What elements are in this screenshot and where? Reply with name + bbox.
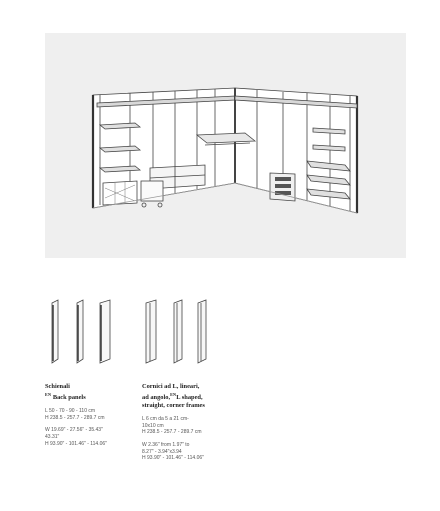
frames-dim-cm-1: L 6 cm da 5 a 21 cm- xyxy=(142,416,189,423)
frames-title-it-1: Cornici ad L, lineari, xyxy=(142,383,200,390)
back-panels-dim-cm-2: H 238.5 - 257.7 - 289.7 cm xyxy=(45,414,105,421)
frame-icon xyxy=(142,297,222,367)
frames-dim-in-1: W 2.36" from 1.97" to xyxy=(142,441,190,448)
hero-illustration xyxy=(45,33,406,258)
frames-dim-in-3: H 93.90" - 101.46" - 114.06" xyxy=(142,455,204,462)
frames-title-en-2: straight, corner frames xyxy=(142,402,205,410)
back-panels-dim-in-3: H 93.90" - 101.46" - 114.06" xyxy=(45,440,107,447)
back-panel-icon xyxy=(48,297,128,367)
wardrobe-illustration xyxy=(45,33,406,258)
back-panels-dim-cm-1: L 50 - 70 - 90 - 110 cm xyxy=(45,408,96,415)
back-panels-title-en: $^{EN}$ Back panels xyxy=(45,392,86,402)
frames-dim-cm-3: H 238.5 - 257.7 - 289.7 cm xyxy=(142,429,202,436)
frames-dim-cm-2: 10x10 cm xyxy=(142,422,164,429)
frames-spec xyxy=(142,383,242,462)
back-panels-dim-in-1: W 19.69" - 27.56" - 35.43" xyxy=(45,427,103,434)
back-panels-spec xyxy=(45,383,133,447)
back-panels-dim-in-2: 43.31" xyxy=(45,433,60,440)
frames-dim-in-2: 8.27" - 3.94"x3.94 xyxy=(142,448,182,455)
back-panels-title-it: Schienali xyxy=(45,383,70,390)
frames-title-mixed: ad angolo,$^{EN}$L shaped, xyxy=(142,392,203,402)
